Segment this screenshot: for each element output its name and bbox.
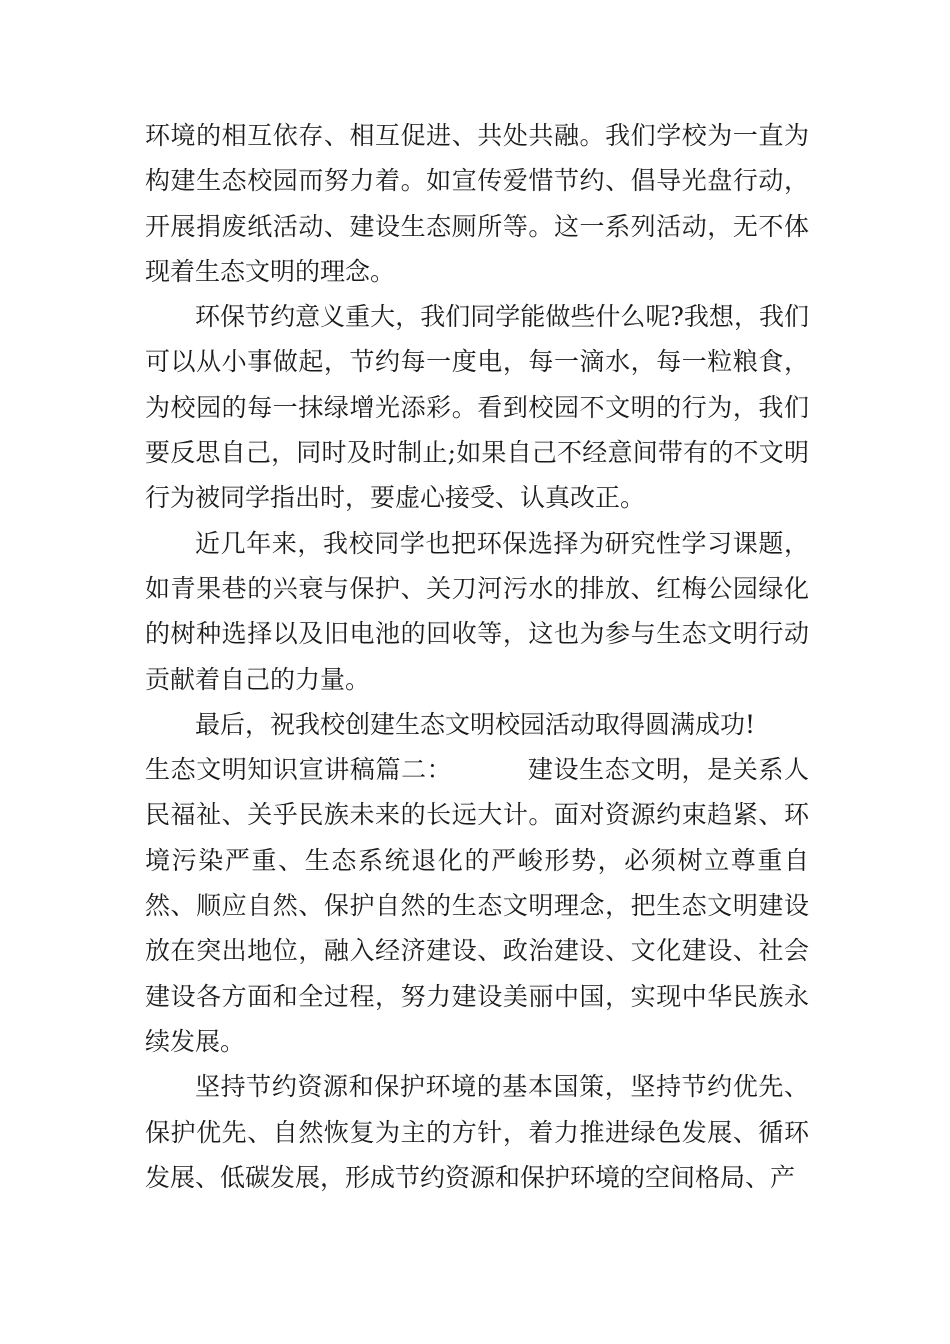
paragraph-4: 最后，祝我校创建生态文明校园活动取得圆满成功! — [195, 709, 756, 739]
section-first-paragraph-text: 建设生态文明，是关系人民福祉、关乎民族未来的长远大计。面对资源约束趋紧、环境污染严重、生态系统退化的严峻形势，必须树立尊重自然、顺应自然、保护自然的生态文明理念，把生态文明建设放在突出地位，融入经济建设、政治建设、文化建设、社会建设各方面和全过程，努力建设美丽中国，实现中华民族永续发展。 — [145, 755, 809, 1056]
closing-paragraph: 坚持节约资源和保护环境的基本国策，坚持节约优先、保护优先、自然恢复为主的方针，着力推进绿色发展、循环发展、低碳发展，形成节约资源和保护环境的空间格局、产 — [145, 1072, 809, 1192]
section-two-paragraph — [145, 747, 809, 1064]
paragraph-2: 环保节约意义重大，我们同学能做些什么呢?我想，我们可以从小事做起，节约每一度电，每一滴水，每一粒粮食，为校园的每一抹绿增光添彩。看到校园不文明的行为，我们要反思自己，同时及时制止;如果自己不经意间带有的不文明行为被同学指出时，要虚心接受、认真改正。 — [145, 302, 809, 513]
paragraph-1: 环境的相互依存、相互促进、共处共融。我们学校为一直为构建生态校园而努力着。如宣传爱惜节约、倡导光盘行动，开展捐废纸活动、建设生态厕所等。这一系列活动，无不体现着生态文明的理念。 — [145, 121, 809, 286]
paragraph-3: 近几年来，我校同学也把环保选择为研究性学习课题，如青果巷的兴衰与保护、关刀河污水的排放、红梅公园绿化的树种选择以及旧电池的回收等，这也为参与生态文明行动贡献着自己的力量。 — [145, 528, 809, 694]
section-heading: 生态文明知识宣讲稿篇二： — [145, 755, 453, 785]
document-body — [145, 113, 809, 1200]
